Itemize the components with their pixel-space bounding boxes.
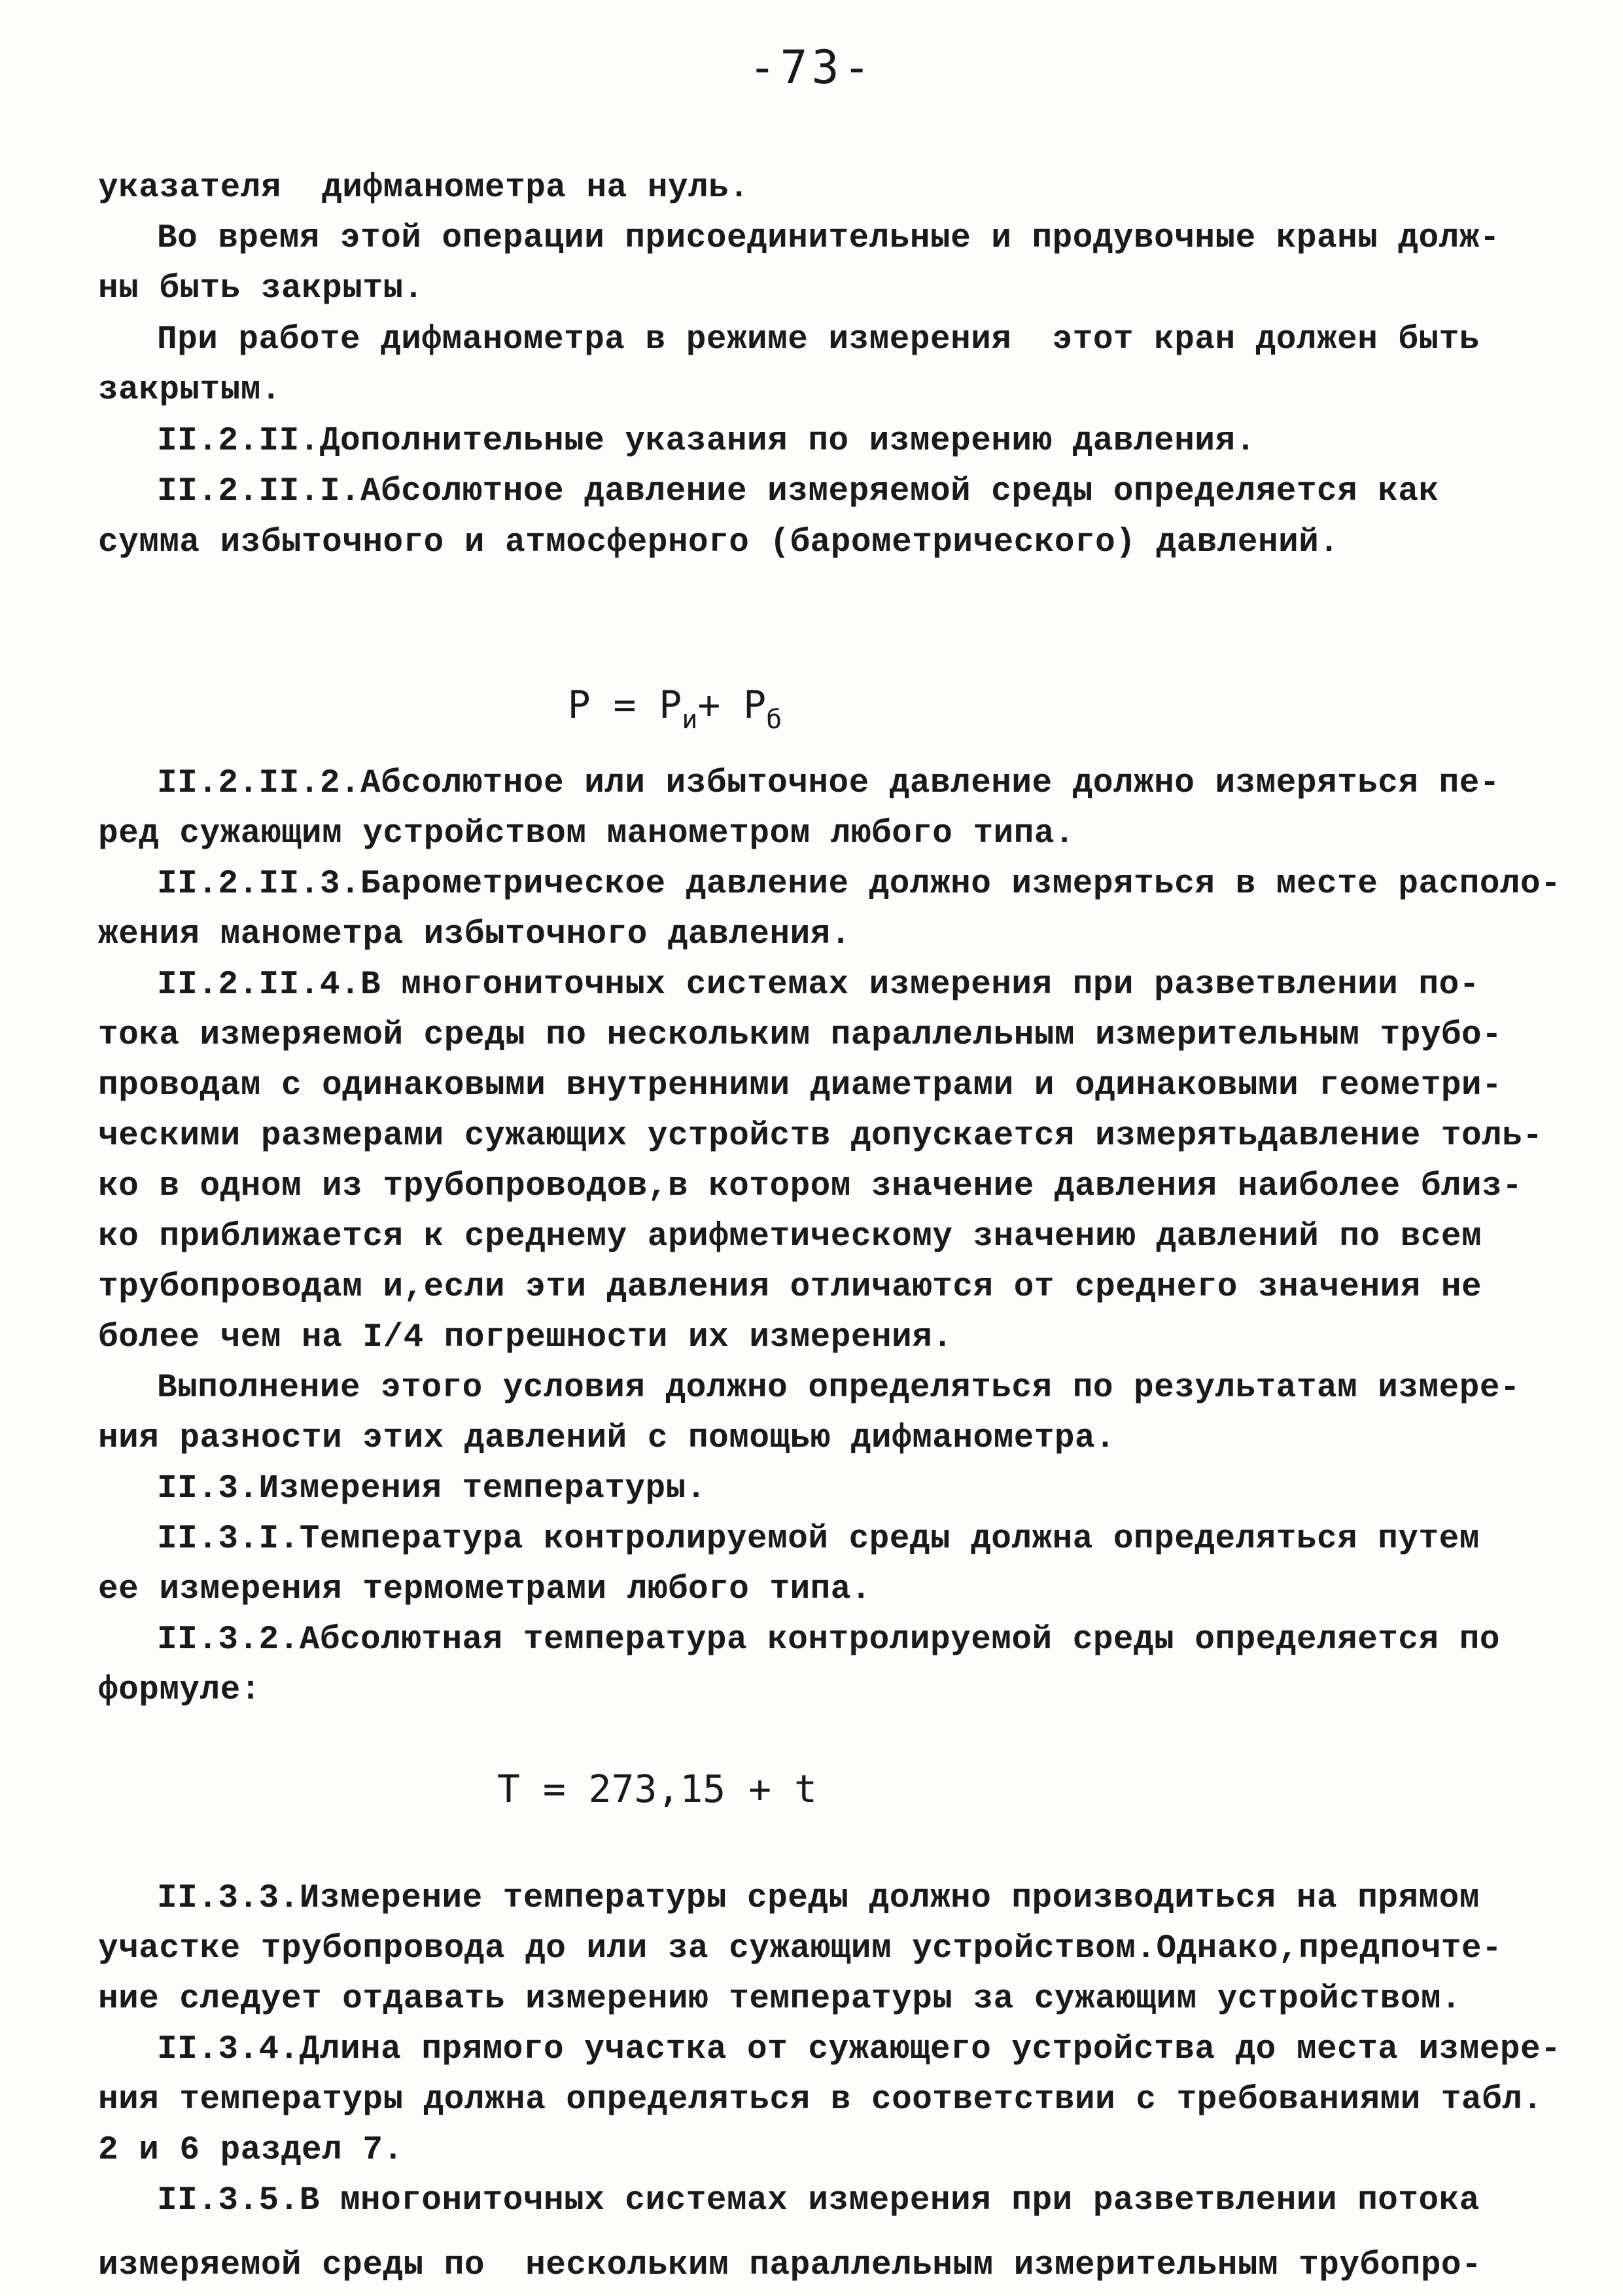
text-line: более чем на I/4 погрешности их измерения. — [98, 1319, 953, 1356]
text-line: II.2.II.3.Барометрическое давление должно измеряться в месте располо- — [157, 866, 1562, 903]
text-line: II.3.5.В многониточных системах измерения при разветвлении потока — [157, 2182, 1480, 2219]
text-line: участке трубопровода до или за сужающим устройством.Однако,предпочте- — [98, 1930, 1503, 1968]
text-line: II.2.II.I.Абсолютное давление измеряемой среды определяется как — [157, 473, 1439, 510]
text-line: Выполнение этого условия должно определяться по результатам измере- — [157, 1369, 1521, 1407]
text-line: ред сужающим устройством манометром любого типа. — [98, 815, 1075, 853]
text-line: II.3.4.Длина прямого участка от сужающего устройства до места измере- — [157, 2031, 1562, 2068]
formula-temperature: T = 273,15 + t — [497, 1767, 817, 1811]
text-line: Во время этой операции присоединительные и продувочные краны долж- — [157, 220, 1500, 257]
text-line: указателя дифманометра на нуль. — [98, 169, 750, 207]
text-line: ческими размерами сужающих устройств допускается измерятьдавление толь- — [98, 1118, 1543, 1155]
text-line: сумма избыточного и атмосферного (барометрического) давлений. — [98, 524, 1340, 561]
section-heading: II.2.II.Дополнительные указания по измерению давления. — [157, 423, 1256, 460]
text-line: II.3.I.Температура контролируемой среды должна определяться путем — [157, 1521, 1480, 1558]
text-line: II.2.II.2.Абсолютное или избыточное давление должно измеряться пе- — [157, 765, 1500, 802]
text-line: II.3.3.Измерение температуры среды должно производиться на прямом — [157, 1880, 1480, 1917]
formula-subscript-i: и — [682, 705, 698, 735]
text-line: жения манометра избыточного давления. — [98, 916, 851, 953]
formula-subscript-b: б — [766, 705, 782, 735]
text-line: 2 и 6 раздел 7. — [98, 2132, 404, 2169]
text-line: При работе дифманометра в режиме измерения этот кран должен быть — [157, 321, 1480, 359]
text-line: формуле: — [98, 1672, 261, 1709]
text-line: ко в одном из трубопроводов,в котором значение давления наиболее близ- — [98, 1168, 1523, 1205]
text-line: ния разности этих давлений с помощью дифманометра. — [98, 1420, 1116, 1457]
page-number: -73- — [748, 41, 875, 94]
text-line: II.3.2.Абсолютная температура контролируемой среды определяется по — [157, 1621, 1500, 1659]
text-line: измеряемой среды по нескольким параллельным измерительным трубопро- — [98, 2247, 1482, 2284]
text-line: ние следует отдавать измерению температуры за сужающим устройством. — [98, 1981, 1462, 2018]
formula-plus: + P — [697, 682, 767, 727]
section-heading: II.3.Измерения температуры. — [157, 1470, 707, 1508]
text-line: закрытым. — [98, 372, 281, 409]
text-line: трубопроводам и,если эти давления отличаются от среднего значения не — [98, 1269, 1482, 1306]
text-line: ны быть закрыты. — [98, 270, 424, 308]
formula-pressure — [476, 638, 782, 779]
text-line: II.2.II.4.В многониточных системах измерения при разветвлении по- — [157, 966, 1480, 1004]
text-line: ее измерения термометрами любого типа. — [98, 1571, 871, 1608]
text-line: ко приближается к среднему арифметическому значению давлений по всем — [98, 1218, 1482, 1256]
text-line: тока измеряемой среды по нескольким параллельным измерительным трубо- — [98, 1017, 1503, 1054]
text-line: ния температуры должна определяться в соответствии с требованиями табл. — [98, 2081, 1543, 2119]
text-line: проводам с одинаковыми внутренними диаметрами и одинаковыми геометри- — [98, 1067, 1503, 1104]
formula-lhs: P = P — [567, 682, 682, 727]
